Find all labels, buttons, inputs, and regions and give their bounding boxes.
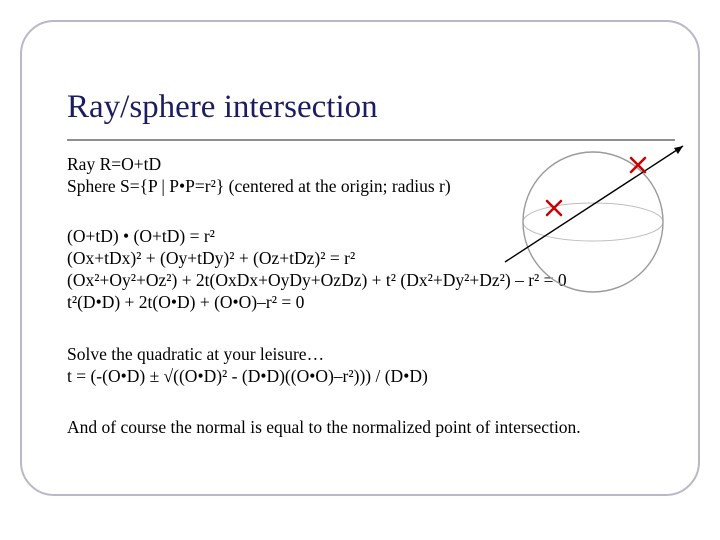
ray-definition: Ray R=O+tD xyxy=(67,154,162,174)
normal-note: And of course the normal is equal to the normalized point of intersection. xyxy=(67,417,581,437)
quadratic-formula: t = (-(O•D) ± √((O•D)² - (D•D)((O•O)–r²))) / (D•D) xyxy=(67,366,428,386)
derivation-block xyxy=(67,225,567,313)
solve-heading: Solve the quadratic at your leisure… xyxy=(67,344,325,364)
ray-sphere-diagram xyxy=(500,140,700,280)
ray-line xyxy=(505,146,683,262)
derivation-line: t²(D•D) + 2t(O•D) + (O•O)–r² = 0 xyxy=(67,292,305,312)
derivation-line: (O+tD) • (O+tD) = r² xyxy=(67,226,215,246)
derivation-line: (Ox²+Oy²+Oz²) + 2t(OxDx+OyDy+OzDz) + t² (Dx²+Dy²+Dz²) – r² = 0 xyxy=(67,270,567,290)
ray-arrowhead-icon xyxy=(674,146,683,154)
derivation-line: (Ox+tDx)² + (Oy+tDy)² + (Oz+tDz)² = r² xyxy=(67,248,356,268)
slide-title: Ray/sphere intersection xyxy=(67,89,378,125)
sphere-definition: Sphere S={P | P•P=r²} (centered at the origin; radius r) xyxy=(67,176,451,196)
solve-block xyxy=(67,343,428,387)
definitions-block xyxy=(67,153,451,197)
sphere-equator xyxy=(523,203,663,241)
x-mark-icon xyxy=(547,201,561,215)
